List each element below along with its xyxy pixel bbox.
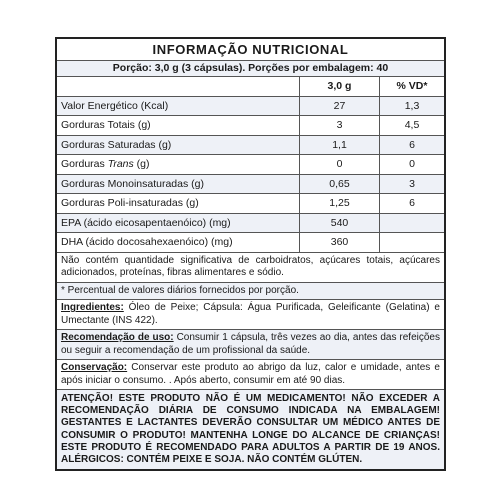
table-row bbox=[57, 136, 444, 156]
nutrient-qty: 360 bbox=[300, 233, 380, 252]
nutrient-qty: 1,1 bbox=[300, 136, 380, 155]
nutrient-qty: 3 bbox=[300, 116, 380, 135]
conservation-text: Conservar este produto ao abrigo da luz, calor e umidade, antes e após iniciar o consumo. . Após aberto, consumir em até 90 dias. bbox=[61, 362, 440, 386]
nutrient-qty: 540 bbox=[300, 214, 380, 233]
nutrient-vd bbox=[380, 214, 444, 233]
nutrient-qty: 27 bbox=[300, 97, 380, 116]
nutrient-qty: 0 bbox=[300, 155, 380, 174]
nutrient-vd: 1,3 bbox=[404, 99, 420, 112]
nutrient-vd: 4,5 bbox=[404, 119, 420, 131]
label-title: INFORMAÇÃO NUTRICIONAL bbox=[57, 39, 444, 61]
ingredients-label: Ingredientes: bbox=[61, 302, 124, 313]
daily-value-footnote: * Percentual de valores diários fornecidos por porção. bbox=[57, 283, 444, 301]
recommendation-section bbox=[57, 330, 444, 360]
nutrient-name-pre: Gorduras bbox=[61, 158, 108, 170]
nutrient-qty: 0,65 bbox=[300, 175, 380, 194]
table-header-row bbox=[57, 77, 444, 97]
recommendation-label: Recomendação de uso: bbox=[61, 332, 174, 343]
nutrient-vd: 0 bbox=[409, 158, 415, 170]
table-row bbox=[57, 97, 444, 117]
nutrient-qty: 1,25 bbox=[300, 194, 380, 213]
header-name-cell bbox=[57, 77, 300, 96]
conservation-label: Conservação: bbox=[61, 362, 128, 373]
table-row bbox=[57, 233, 444, 253]
warning-notice: ATENÇÃO! ESTE PRODUTO NÃO É UM MEDICAMENTO! NÃO EXCEDER A RECOMENDAÇÃO DIÁRIA DE CONSUMO INDICADA NA EMBALAGEM! GESTANTES E LACTANTES DEVERÃO CONSULTAR UM MÉDICO ANTES DE CONSUMIR O PRODUTO! MANTENHA LONGE DO ALCANCE DE CRIANÇAS! ESTE PRODUTO É RECOMENDADO PARA ADULTOS A PARTIR DE 19 ANOS. ALÉRGICOS: CONTÉM PEIXE E SOJA. NÃO CONTÉM GLÚTEN. bbox=[57, 390, 444, 469]
nutrient-name: EPA (ácido eicosapentaenóico) (mg) bbox=[57, 214, 300, 233]
table-row bbox=[57, 175, 444, 195]
table-row bbox=[57, 155, 444, 175]
nutrient-name-post: (g) bbox=[133, 158, 150, 170]
nutrient-vd: 6 bbox=[409, 197, 415, 209]
not-significant-note: Não contém quantidade significativa de carboidratos, açúcares totais, açúcares adicionados, proteínas, fibras alimentares e sódio. bbox=[57, 253, 444, 283]
header-qty-cell: 3,0 g bbox=[300, 77, 380, 96]
recommendation-text: Consumir 1 cápsula, três vezes ao dia, antes das refeições ou seguir a recomendação de um profissional da saúde. bbox=[61, 332, 440, 356]
nutrient-vd: 6 bbox=[409, 138, 415, 151]
table-row bbox=[57, 214, 444, 234]
nutrient-name bbox=[57, 155, 300, 174]
nutrient-name: Valor Energético (Kcal) bbox=[57, 97, 300, 116]
nutrient-name: Gorduras Monoinsaturadas (g) bbox=[57, 175, 300, 194]
nutrient-name: Gorduras Poli-insaturadas (g) bbox=[57, 194, 300, 213]
nutrient-name-italic: Trans bbox=[107, 158, 134, 170]
portion-info: Porção: 3,0 g (3 cápsulas). Porções por embalagem: 40 bbox=[57, 61, 444, 77]
nutrient-name: Gorduras Saturadas (g) bbox=[57, 136, 300, 155]
ingredients-text: Óleo de Peixe; Cápsula: Água Purificada, Geleificante (Gelatina) e Umectante (INS 422). bbox=[61, 302, 440, 326]
nutrient-name: Gorduras Totais (g) bbox=[57, 116, 300, 135]
header-vd-cell: % VD* bbox=[396, 80, 428, 92]
nutrient-vd bbox=[380, 233, 444, 252]
nutrient-name: DHA (ácido docosahexaenóico) (mg) bbox=[57, 233, 300, 252]
nutrition-facts-label bbox=[55, 37, 446, 471]
nutrient-vd: 3 bbox=[409, 177, 415, 190]
conservation-section bbox=[57, 360, 444, 390]
table-row bbox=[57, 116, 444, 136]
table-row bbox=[57, 194, 444, 214]
ingredients-section bbox=[57, 300, 444, 330]
